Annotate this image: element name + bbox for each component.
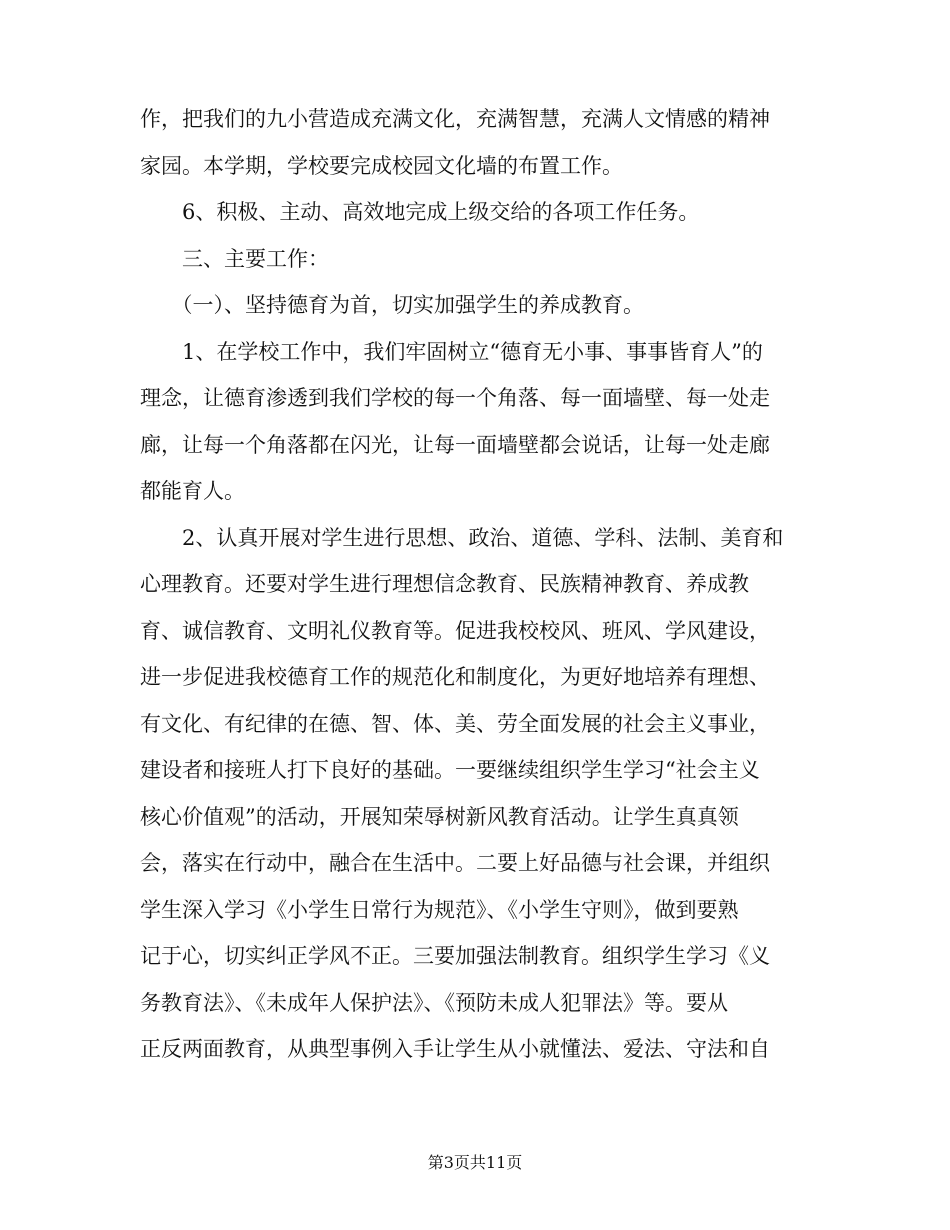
text-line: （一）、坚持德育为首，切实加强学生的养成教育。 xyxy=(140,293,644,317)
body-text xyxy=(140,96,810,1073)
text-line: 务教育法》、《未成年人保护法》、《预防未成人犯罪法》等。要从 xyxy=(140,990,728,1015)
text-line: 记于心，切实纠正学风不正。三要加强法制教育。组织学生学习《义 xyxy=(140,944,770,968)
text-line: 1、在学校工作中，我们牢固树立“德育无小事、事事皆育人”的 xyxy=(140,339,763,364)
text-line: 作，把我们的九小营造成充满文化，充满智慧，充满人文情感的精神 xyxy=(140,107,770,131)
text-line: 家园。本学期，学校要完成校园文化墙的布置工作。 xyxy=(140,153,623,178)
text-line: 心理教育。还要对学生进行理想信念教育、民族精神教育、养成教 xyxy=(140,572,749,596)
page-number: 第3页共11页 xyxy=(427,1153,523,1172)
text-line: 学生深入学习《小学生日常行为规范》、《小学生守则》，做到要熟 xyxy=(140,897,739,922)
text-line: 都能育人。 xyxy=(140,479,245,503)
text-line: 三、主要工作： xyxy=(140,246,329,271)
text-line: 会，落实在行动中，融合在生活中。二要上好品德与社会课，并组织 xyxy=(140,851,770,875)
text-line: 理念，让德育渗透到我们学校的每一个角落、每一面墙壁、每一处走 xyxy=(140,386,770,410)
text-line: 2、认真开展对学生进行思想、政治、道德、学科、法制、美育和 xyxy=(140,525,784,550)
text-line: 育、诚信教育、文明礼仪教育等。促进我校校风、班风、学风建设， xyxy=(140,618,770,643)
text-line: 6、积极、主动、高效地完成上级交给的各项工作任务。 xyxy=(140,200,700,224)
text-line: 建设者和接班人打下良好的基础。一要继续组织学生学习“社会主义 xyxy=(140,758,760,782)
text-line: 核心价值观”的活动，开展知荣辱树新风教育活动。让学生真真领 xyxy=(140,804,739,829)
text-line: 廊，让每一个角落都在闪光，让每一面墙壁都会说话，让每一处走廊 xyxy=(140,432,770,457)
text-line: 进一步促进我校德育工作的规范化和制度化，为更好地培养有理想、 xyxy=(140,665,770,689)
text-line: 有文化、有纪律的在德、智、体、美、劳全面发展的社会主义事业， xyxy=(140,711,770,736)
text-line: 正反两面教育，从典型事例入手让学生从小就懂法、爱法、守法和自 xyxy=(140,1037,770,1061)
